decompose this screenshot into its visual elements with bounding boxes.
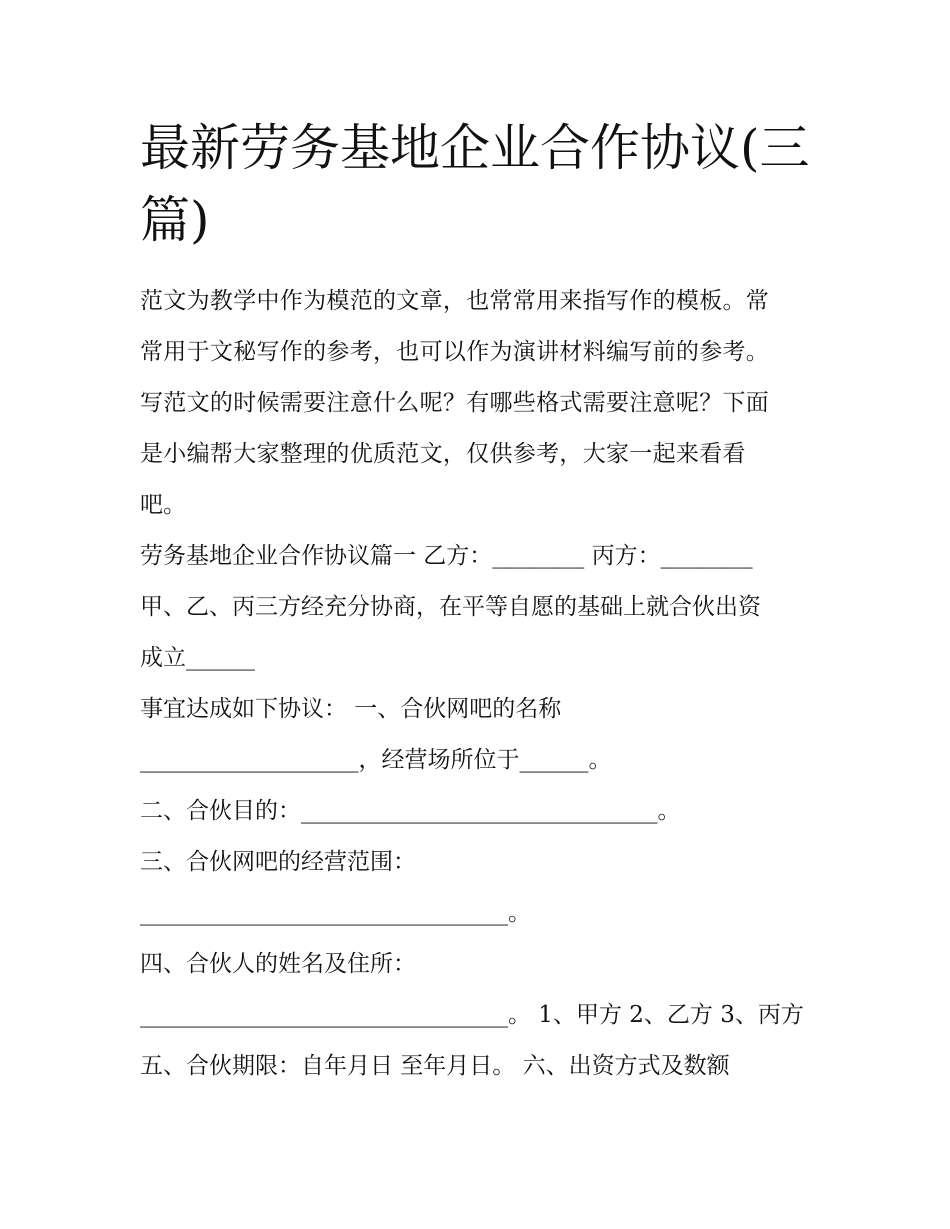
intro-line-1: 范文为教学中作为模范的文章，也常常用来指写作的模板。常	[140, 288, 770, 314]
document-body	[140, 276, 820, 1092]
clause-3-blank: ________________________________。	[140, 900, 531, 926]
clause-1-heading: 事宜达成如下协议： 一、合伙网吧的名称	[140, 696, 562, 722]
intro-line-3: 写范文的时候需要注意什么呢？有哪些格式需要注意呢？下面	[140, 390, 770, 416]
clause-1-blank: ___________________，经营场所位于______。	[140, 747, 612, 773]
document-title	[140, 112, 820, 256]
agreement-preamble-line-1: 甲、乙、丙三方经充分协商，在平等自愿的基础上就合伙出资	[140, 594, 761, 620]
clause-2: 二、合伙目的：_______________________________。	[140, 798, 681, 824]
clause-3-heading: 三、合伙网吧的经营范围：	[140, 849, 416, 875]
intro-line-5: 吧。	[140, 492, 186, 518]
clause-4-blank: ________________________________。 1、甲方 2、乙方 3、丙方	[140, 1002, 804, 1028]
agreement-parties-line: 劳务基地企业合作协议篇一 乙方：________ 丙方：________	[140, 543, 753, 569]
title-line-1: 最新劳务基地企业合作协议(三	[140, 119, 810, 177]
clause-5-6: 五、合伙期限：自年月日 至年月日。 六、出资方式及数额	[140, 1053, 730, 1079]
intro-line-4: 是小编帮大家整理的优质范文，仅供参考，大家一起来看看	[140, 441, 746, 467]
agreement-preamble-line-2: 成立______	[140, 645, 255, 671]
title-line-2: 篇)	[140, 191, 210, 249]
clause-4-heading: 四、合伙人的姓名及住所：	[140, 951, 416, 977]
intro-line-2: 常用于文秘写作的参考，也可以作为演讲材料编写前的参考。	[140, 339, 770, 365]
